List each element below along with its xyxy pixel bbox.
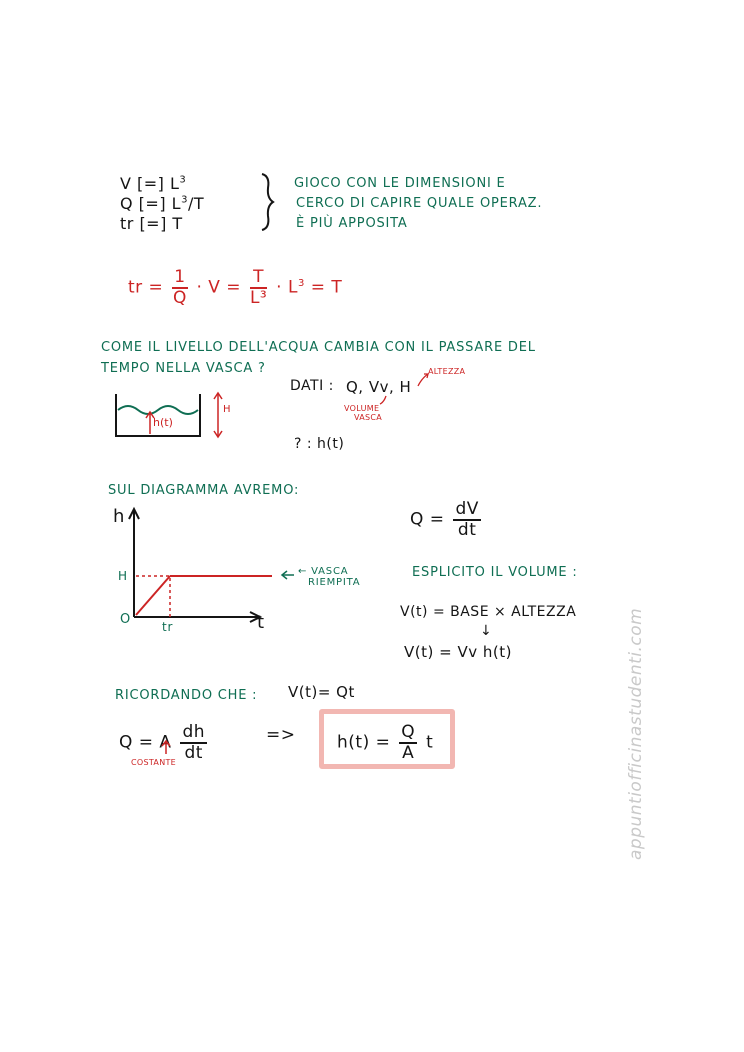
dim-note-line-2: CERCO DI CAPIRE QUALE OPERAZ. [296, 196, 543, 211]
tr-formula: tr = $\frac{1}{Q}$ · V = $\frac{T}{\text{L³}}$ · $L^3 = T$ [128, 267, 343, 308]
curly-brace-icon [258, 172, 278, 232]
result-formula: h(t) = $\frac{Q}{A}$ t [337, 722, 434, 763]
full-note-2: RIEMPITA [308, 577, 361, 588]
recall-formula: V(t)= Qt [288, 683, 355, 701]
unknown-value: ? : h(t) [294, 436, 345, 452]
volume-note-1: VOLUME [344, 404, 380, 413]
volume-heading: ESPLICITO IL VOLUME : [412, 565, 578, 580]
x-axis-label: t [257, 612, 265, 633]
dati-label: DATI : [290, 378, 334, 394]
dim-note-line-1: GIOCO CON LE DIMENSIONI E [294, 176, 506, 191]
ramp-line [136, 576, 170, 615]
volume-note-2: VASCA [354, 413, 383, 422]
full-note-1: ← VASCA [298, 566, 349, 577]
question-line-2: TEMPO NELLA VASCA ? [101, 361, 266, 376]
dim-flow: Q [=] $L^3/T$ [120, 194, 205, 213]
H-tick-label: H [118, 569, 128, 583]
dati-values: Q, Vv, H [346, 378, 412, 396]
dim-volume: V [=] $L^3$ [120, 174, 187, 193]
dim-note-line-3: È PIÙ APPOSITA [296, 216, 408, 231]
volume-line-1: V(t) = BASE × ALTEZZA [400, 604, 577, 620]
recall-label: RICORDANDO CHE : [115, 688, 258, 703]
origin-label: O [120, 612, 132, 627]
watermark: appuntiofficinastudenti.com [626, 607, 646, 860]
final-formula: Q = A $\frac{dh}{dt}$ [119, 722, 206, 763]
tank-H-label: H [223, 404, 231, 415]
dim-time: tr [=] T [120, 214, 183, 233]
tr-tick-label: tr [162, 620, 174, 634]
altezza-note: ALTEZZA [428, 367, 466, 376]
altezza-arrow-icon [416, 372, 430, 388]
tank-h-label: h(t) [153, 416, 173, 429]
costante-arrow-icon [160, 740, 172, 756]
y-axis-label: h [113, 506, 125, 527]
question-line-1: COME IL LIVELLO DELL'ACQUA CAMBIA CON IL PASSARE DEL [101, 340, 536, 355]
down-arrow-icon: ↓ [480, 623, 492, 639]
implies-arrow: => [266, 725, 296, 745]
diagram-heading: SUL DIAGRAMMA AVREMO: [108, 483, 300, 498]
q-definition: Q = $\frac{dV}{dt}$ [410, 499, 479, 540]
tank-sketch [110, 390, 240, 442]
costante-note: COSTANTE [131, 758, 177, 767]
volume-line-2: V(t) = Vv h(t) [404, 643, 512, 661]
